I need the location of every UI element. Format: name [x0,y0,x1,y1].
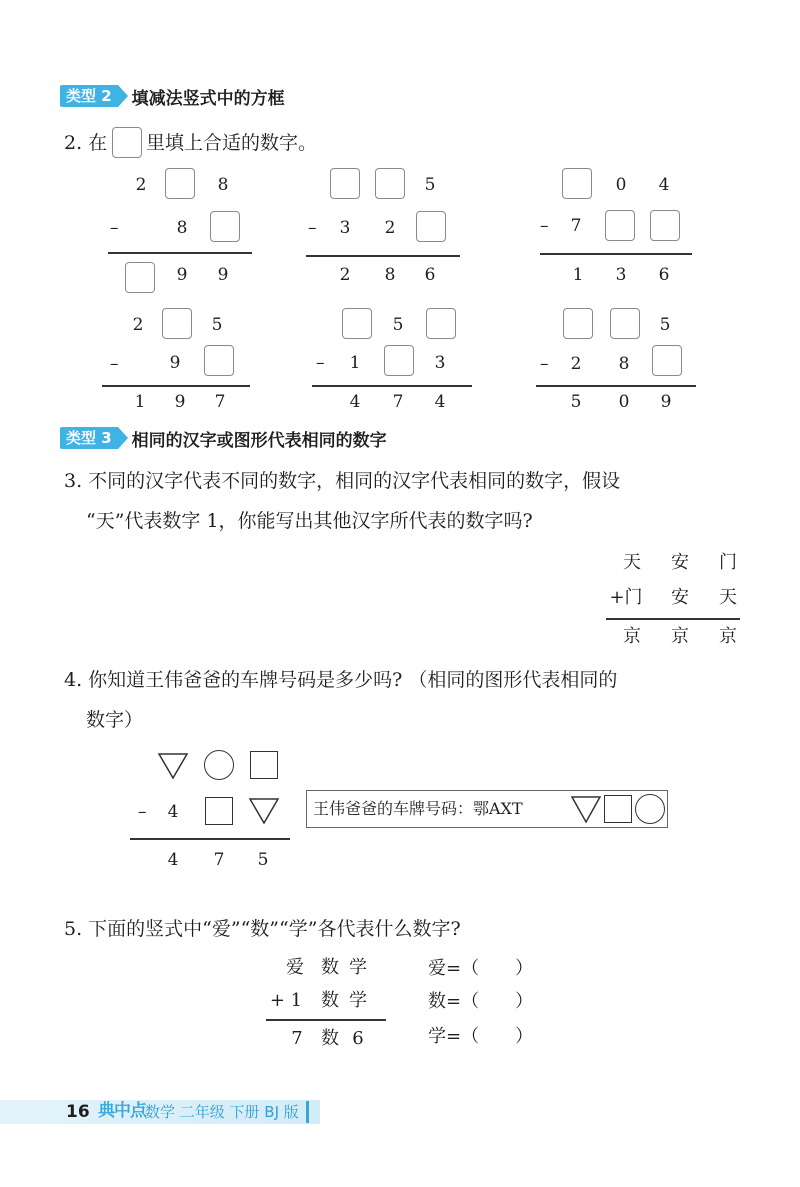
rule-line [540,253,692,255]
hanzi: 6 [352,1028,364,1049]
type2-badge: 类型 2 [60,85,118,107]
digit: 1 [572,265,584,285]
digit: 1 [349,353,361,373]
answer-box[interactable] [650,210,680,241]
digit: 8 [384,265,396,285]
answer-box[interactable] [162,308,192,339]
digit: 5 [257,850,269,870]
digit: 4 [434,392,446,412]
hanzi: 天 [719,587,737,608]
digit: 4 [658,175,670,195]
rule-line [130,838,290,840]
type3-badge: 类型 3 [60,427,118,449]
q2-text-pre: 2. 在 [64,132,108,154]
digit: 0 [618,392,630,412]
digit: 2 [135,175,147,195]
digit: 7 [214,392,226,412]
hanzi: 京 [623,626,641,647]
digit: 6 [658,265,670,285]
minus-sign: – [316,353,325,373]
q2-inline-box [112,127,142,158]
answer-shu[interactable]: 数=（ ） [428,991,534,1012]
answer-box[interactable] [330,168,360,199]
minus-sign: – [110,218,119,238]
minus-sign: – [540,216,549,236]
answer-box[interactable] [210,211,240,242]
digit: 2 [339,265,351,285]
digit: 7 [392,392,404,412]
digit: 1 [134,392,146,412]
square-icon [205,797,233,825]
digit: 6 [424,265,436,285]
circle-icon [204,750,234,780]
answer-box[interactable] [426,308,456,339]
answer-ai[interactable]: 爱=（ ） [428,958,534,979]
rule-line [312,385,472,387]
digit: 4 [349,392,361,412]
minus-sign: – [138,802,147,822]
hanzi: 学 [349,990,367,1011]
digit: 9 [176,265,188,285]
digit: 3 [434,353,446,373]
minus-sign: – [540,354,549,374]
hanzi: 数 [321,1028,339,1049]
answer-box[interactable] [375,168,405,199]
rule-line [536,385,696,387]
digit: 5 [392,315,404,335]
triangle-icon [157,751,189,781]
answer-box[interactable] [652,345,682,376]
square-icon [604,795,632,823]
hanzi: 京 [671,626,689,647]
digit: 9 [217,265,229,285]
answer-box[interactable] [416,211,446,242]
answer-box[interactable] [342,308,372,339]
hanzi: 安 [671,552,689,573]
hanzi: + 1 [269,990,303,1011]
footer-subject: 数学 二年级 下册 BJ 版 [145,1103,299,1121]
digit: 3 [339,218,351,238]
answer-box[interactable] [562,168,592,199]
digit: 5 [659,315,671,335]
square-icon [250,751,278,779]
hanzi: 数 [321,990,339,1011]
q4-line1: 4. 你知道王伟爸爸的车牌号码是多少吗? （相同的图形代表相同的 [64,669,618,691]
rule-line [102,385,250,387]
digit: 9 [660,392,672,412]
page-number: 16 [66,1102,90,1122]
hanzi: 安 [671,587,689,608]
digit: 8 [217,175,229,195]
digit: 8 [618,354,630,374]
rule-line [306,255,460,257]
minus-sign: – [110,354,119,374]
triangle-icon [248,796,280,826]
hanzi: 天 [623,552,641,573]
answer-box[interactable] [204,345,234,376]
answer-box[interactable] [165,168,195,199]
digit: 5 [570,392,582,412]
hanzi: 门 [719,552,737,573]
plate-label: 王伟爸爸的车牌号码：鄂AXT [313,799,523,818]
plate-answer-box [306,790,668,828]
digit: 2 [132,315,144,335]
digit: 0 [615,175,627,195]
triangle-icon [571,795,601,824]
digit: 3 [615,265,627,285]
digit: 7 [570,216,582,236]
rule-line [108,252,252,254]
digit: 5 [211,315,223,335]
answer-box[interactable] [125,262,155,293]
digit: 2 [570,354,582,374]
q5-line1: 5. 下面的竖式中“爱”“数”“学”各代表什么数字? [64,918,461,940]
type3-title: 相同的汉字或图形代表相同的数字 [131,430,387,451]
hanzi: 数 [321,957,339,978]
digit: 9 [169,353,181,373]
circle-icon [635,794,665,824]
hanzi: +门 [609,587,643,608]
hanzi: 学 [349,957,367,978]
answer-box[interactable] [610,308,640,339]
section-header-type2 [60,84,285,108]
rule-line [266,1019,386,1021]
digit: 5 [424,175,436,195]
answer-box[interactable] [563,308,593,339]
answer-box[interactable] [605,210,635,241]
digit: 9 [174,392,186,412]
brand-logo: 典中点 [98,1101,146,1121]
digit: 7 [213,850,225,870]
q2-text-post: 里填上合适的数字。 [146,132,318,154]
answer-box[interactable] [384,345,414,376]
rule-line [606,618,740,620]
hanzi: 爱 [286,957,304,978]
type2-title: 填减法竖式中的方框 [131,88,285,109]
q3-line1: 3. 不同的汉字代表不同的数字，相同的汉字代表相同的数字，假设 [64,470,621,492]
answer-xue[interactable]: 学=（ ） [428,1026,534,1047]
digit: 4 [167,802,179,822]
footer-bar [306,1101,309,1123]
q4-line2: 数字） [86,709,144,731]
hanzi: 7 [291,1028,303,1049]
minus-sign: – [308,218,317,238]
digit: 8 [176,218,188,238]
digit: 4 [167,850,179,870]
hanzi: 京 [719,626,737,647]
digit: 2 [384,218,396,238]
q3-line2: “天”代表数字 1，你能写出其他汉字所代表的数字吗? [86,510,533,532]
section-header-type3 [60,426,387,450]
